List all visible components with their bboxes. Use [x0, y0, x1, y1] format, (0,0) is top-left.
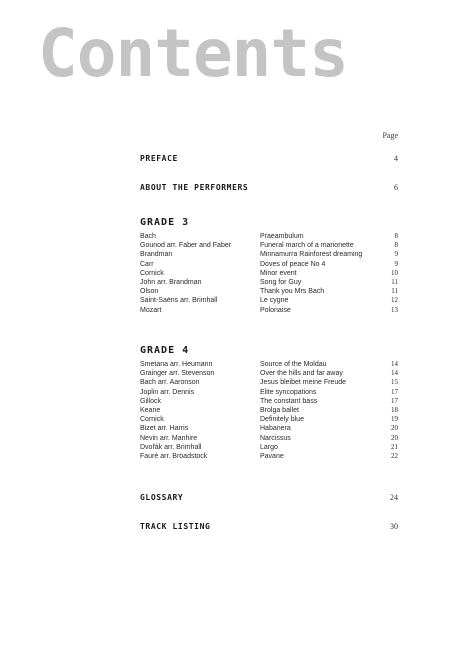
piece-title: Jesus bleibet meine Freude: [260, 379, 346, 387]
piece-composer: Grainger arr. Stevenson: [140, 370, 215, 378]
piece-composer: Bach arr. Aaronson: [140, 379, 200, 387]
piece-composer: Bach: [140, 233, 156, 240]
piece-composer: Dvořák arr. Brimhall: [140, 443, 202, 451]
piece-title: Pavane: [260, 452, 284, 460]
piece-title: Polonaise: [260, 306, 291, 314]
piece-title: Thank you Mrs Bach: [260, 288, 325, 296]
piece-page: 20: [391, 424, 398, 433]
toc-piece-row[interactable]: [140, 424, 398, 433]
toc-entry-page: 4: [394, 154, 398, 163]
piece-composer: Gillock: [140, 397, 162, 405]
piece-title: The constant bass: [260, 397, 318, 405]
grade-4-piece-list: [140, 360, 398, 461]
toc-entry-title: ABOUT THE PERFORMERS: [140, 183, 249, 192]
toc-piece-row[interactable]: [140, 296, 398, 305]
piece-page: 15: [391, 378, 398, 387]
piece-page: 12: [391, 296, 398, 305]
toc-piece-row[interactable]: [140, 415, 398, 424]
piece-page: 8: [394, 241, 398, 250]
piece-composer: Fauré arr. Broadstock: [140, 452, 208, 460]
toc-piece-row[interactable]: [140, 232, 398, 241]
toc-piece-row[interactable]: [140, 434, 398, 443]
piece-page: 21: [391, 442, 398, 451]
piece-title: Song for Guy: [260, 278, 302, 286]
piece-title: Over the hills and far away: [260, 370, 343, 378]
piece-composer: Cornick: [140, 269, 164, 277]
toc-piece-row[interactable]: [140, 388, 398, 397]
toc-piece-row[interactable]: [140, 260, 398, 269]
piece-title: Funeral march of a marionette: [260, 242, 354, 250]
piece-title: Definitely blue: [260, 416, 304, 424]
piece-title: Brolga ballet: [260, 406, 299, 414]
piece-title: Praeambulum: [260, 233, 304, 240]
piece-composer: Smetana arr. Heumann: [140, 361, 213, 368]
piece-page: 8: [394, 232, 398, 240]
toc-entry-glossary[interactable]: [140, 493, 398, 505]
piece-page: 19: [391, 415, 398, 424]
toc-piece-row[interactable]: [140, 452, 398, 461]
piece-page: 14: [391, 360, 398, 368]
piece-page: 9: [394, 250, 398, 259]
piece-composer: Gounod arr. Faber and Faber: [140, 242, 232, 250]
toc-entry-title: GLOSSARY: [140, 493, 184, 502]
piece-page: 11: [391, 277, 398, 286]
piece-page: 20: [391, 433, 398, 442]
toc-piece-row[interactable]: [140, 443, 398, 452]
grade-3-heading: GRADE 3: [140, 217, 190, 228]
toc-piece-row[interactable]: [140, 250, 398, 259]
piece-composer: Keane: [140, 406, 161, 414]
piece-composer: Saint-Saëns arr. Brimhall: [140, 297, 218, 305]
toc-piece-row[interactable]: [140, 360, 398, 369]
piece-title: Doves of peace No 4: [260, 260, 326, 268]
grade-3-piece-list: [140, 232, 398, 315]
toc-piece-row[interactable]: [140, 269, 398, 278]
page-column-label: Page: [382, 131, 398, 140]
piece-composer: Joplin arr. Dennis: [140, 388, 195, 396]
toc-entry-about-performers[interactable]: [140, 183, 398, 195]
piece-page: 11: [391, 287, 398, 296]
piece-composer: Nevin arr. Manhire: [140, 434, 198, 442]
piece-page: 14: [391, 369, 398, 378]
toc-piece-row[interactable]: [140, 369, 398, 378]
piece-title: Habanera: [260, 425, 291, 433]
toc-piece-row[interactable]: [140, 406, 398, 415]
piece-page: 9: [394, 259, 398, 268]
piece-title: Minor event: [260, 269, 297, 277]
toc-entry-page: 30: [390, 522, 398, 531]
piece-composer: John arr. Brandman: [140, 278, 202, 286]
toc-entry-title: PREFACE: [140, 154, 178, 163]
piece-composer: Brandman: [140, 251, 173, 259]
piece-page: 17: [391, 396, 398, 405]
page-title: Contents: [38, 15, 348, 92]
piece-title: Elite syncopations: [260, 388, 317, 396]
piece-page: 17: [391, 387, 398, 396]
toc-entry-title: TRACK LISTING: [140, 522, 211, 531]
piece-composer: Cornick: [140, 416, 164, 424]
piece-composer: Mozart: [140, 306, 162, 314]
toc-piece-row[interactable]: [140, 241, 398, 250]
toc-piece-row[interactable]: [140, 306, 398, 315]
toc-entry-page: 6: [394, 183, 398, 192]
toc-piece-row[interactable]: [140, 287, 398, 296]
piece-page: 13: [391, 305, 398, 314]
grade-4-heading: GRADE 4: [140, 345, 190, 356]
piece-title: Largo: [260, 443, 278, 451]
piece-page: 18: [391, 405, 398, 414]
toc-entry-preface[interactable]: [140, 154, 398, 166]
toc-piece-row[interactable]: [140, 278, 398, 287]
toc-entry-track-listing[interactable]: [140, 522, 398, 534]
piece-composer: Carr: [140, 260, 154, 268]
piece-composer: Bizet arr. Harris: [140, 425, 189, 433]
piece-page: 10: [391, 268, 398, 277]
piece-title: Minnamurra Rainforest dreaming: [260, 251, 363, 259]
piece-composer: Olson: [140, 288, 159, 296]
piece-title: Source of the Moldau: [260, 361, 327, 368]
toc-piece-row[interactable]: [140, 397, 398, 406]
toc-piece-row[interactable]: [140, 378, 398, 387]
piece-title: Le cygne: [260, 297, 289, 305]
toc-entry-page: 24: [390, 493, 398, 502]
piece-title: Narcissus: [260, 434, 291, 442]
piece-page: 22: [391, 451, 398, 460]
